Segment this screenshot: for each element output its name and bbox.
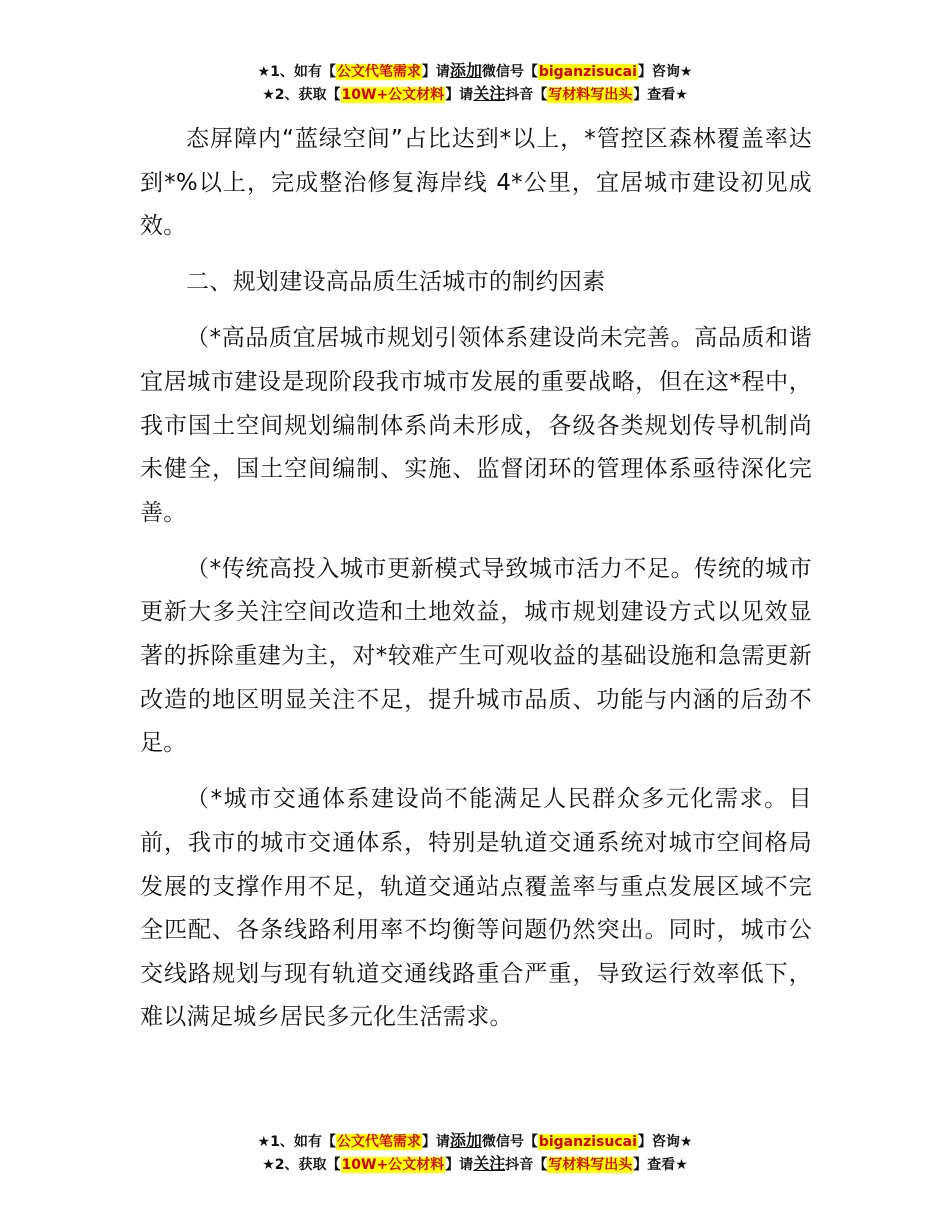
banner-text: 】咨询★ — [637, 64, 693, 80]
banner-line-2 — [0, 83, 950, 106]
underline-follow: 关注 — [473, 84, 506, 103]
banner-text: ★1、如有【 — [257, 64, 336, 80]
highlight-wechat-id: biganzisucai — [538, 64, 637, 80]
banner-text: 抖音【 — [505, 1157, 548, 1173]
highlight-douyin: 写材料写出头 — [548, 1157, 633, 1173]
highlight-ghostwriting: 公文代笔需求 — [336, 1134, 421, 1150]
banner-text: 】查看★ — [633, 1157, 688, 1173]
highlight-douyin: 写材料写出头 — [548, 87, 633, 103]
highlight-wechat-id: biganzisucai — [538, 1134, 637, 1150]
banner-text: ★2、获取【 — [262, 1157, 341, 1173]
banner-text: 】咨询★ — [637, 1134, 693, 1150]
banner-text: 微信号【 — [481, 64, 538, 80]
banner-text: 】请 — [421, 64, 450, 80]
header-banner — [0, 60, 950, 106]
paragraph-continued: 态屏障内“蓝绿空间”占比达到*以上，*管控区森林覆盖率达到*%以上，完成整治修复海岸线 4*公里，宜居城市建设初见成效。 — [140, 126, 812, 240]
banner-text: 抖音【 — [505, 87, 548, 103]
footer-banner — [0, 1130, 950, 1176]
underline-add: 添加 — [449, 61, 482, 80]
banner-text: 】请 — [445, 87, 474, 103]
underline-add: 添加 — [449, 1131, 482, 1150]
banner-text: 】请 — [445, 1157, 474, 1173]
underline-follow: 关注 — [473, 1154, 506, 1173]
paragraph: （*高品质宜居城市规划引领体系建设尚未完善。高品质和谐宜居城市建设是现阶段我市城市发展的重要战略，但在这*程中，我市国土空间规划编制体系尚未形成，各级各类规划传导机制尚未健全，国土空间编制、实施、监督闭环的管理体系亟待深化完善。 — [140, 325, 812, 526]
section-heading: 二、规划建设高品质生活城市的制约因素 — [186, 269, 606, 296]
paragraph: （*传统高投入城市更新模式导致城市活力不足。传统的城市更新大多关注空间改造和土地效益，城市规划建设方式以见效显著的拆除重建为主，对*较难产生可观收益的基础设施和急需更新改造的地区明显关注不足，提升城市品质、功能与内涵的后劲不足。 — [140, 555, 812, 757]
highlight-materials: 10W+公文材料 — [341, 87, 445, 103]
highlight-materials: 10W+公文材料 — [341, 1157, 445, 1173]
banner-line-2 — [0, 1153, 950, 1176]
document-body — [140, 118, 812, 1052]
banner-line-1 — [0, 1130, 950, 1153]
banner-text: ★1、如有【 — [257, 1134, 336, 1150]
paragraph: （*城市交通体系建设尚不能满足人民群众多元化需求。目前，我市的城市交通体系，特别是轨道交通系统对城市空间格局发展的支撑作用不足，轨道交通站点覆盖率与重点发展区域不完全匹配、各条线路利用率不均衡等问题仍然突出。同时，城市公交线路规划与现有轨道交通线路重合严重，导致运行效率低下，难以满足城乡居民多元化生活需求。 — [140, 786, 812, 1031]
banner-text: 微信号【 — [481, 1134, 538, 1150]
banner-line-1 — [0, 60, 950, 83]
banner-text: 】查看★ — [633, 87, 688, 103]
banner-text: 】请 — [421, 1134, 450, 1150]
banner-text: ★2、获取【 — [262, 87, 341, 103]
highlight-ghostwriting: 公文代笔需求 — [336, 64, 421, 80]
